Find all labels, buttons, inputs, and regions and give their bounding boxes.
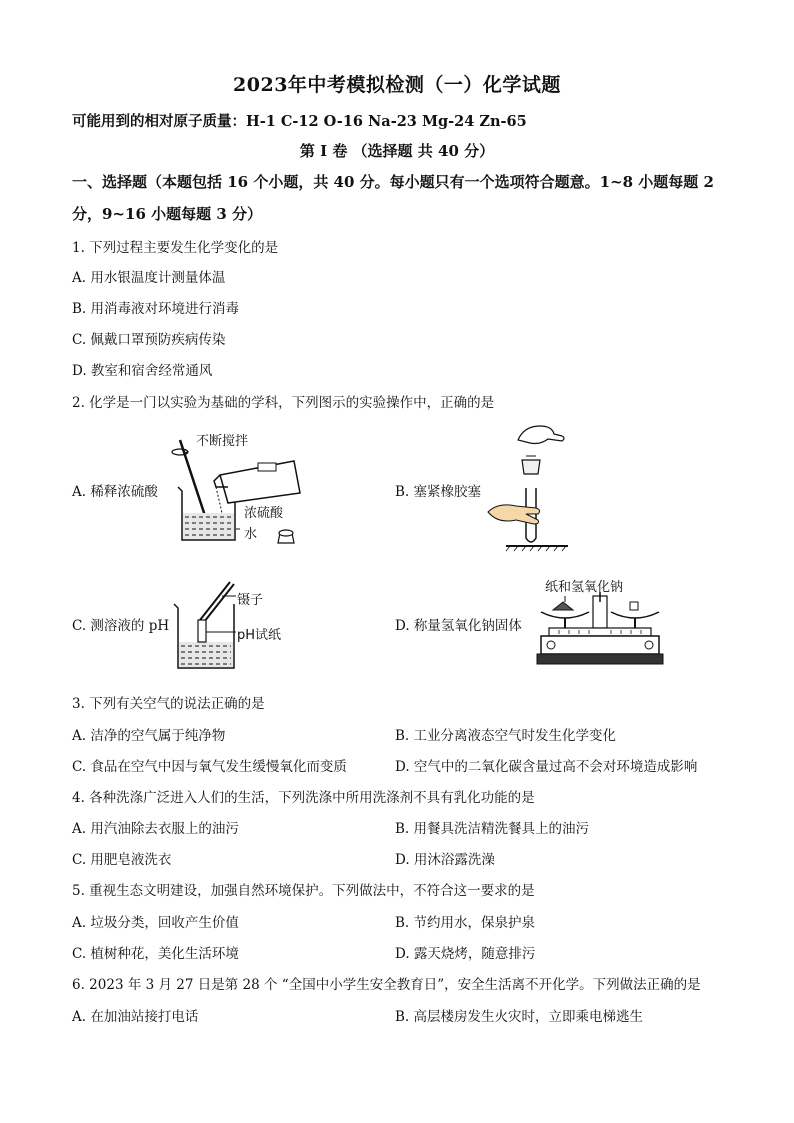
q1-stem: 1. 下列过程主要发生化学变化的是	[72, 240, 279, 256]
label-paper-naoh: 纸和氢氧化钠	[545, 580, 624, 595]
q3-option-c: C. 食品在空气中因与氧气发生缓慢氧化而变质	[72, 759, 347, 775]
q4-stem: 4. 各种洗涤广泛进入人们的生活，下列洗涤中所用洗涤剂不具有乳化功能的是	[72, 790, 535, 806]
atomic-masses: 可能用到的相对原子质量：H-1 C-12 O-16 Na-23 Mg-24 Zn-65	[72, 113, 527, 130]
q1-option-b: B. 用消毒液对环境进行消毒	[72, 301, 240, 317]
q3-stem: 3. 下列有关空气的说法正确的是	[72, 696, 265, 712]
q6-option-b: B. 高层楼房发生火灾时，立即乘电梯逃生	[395, 1009, 644, 1025]
q4-option-d: D. 用沐浴露洗澡	[395, 852, 495, 868]
q1-option-c: C. 佩戴口罩预防疾病传染	[72, 332, 226, 348]
q3-option-d: D. 空气中的二氧化碳含量过高不会对环境造成影响	[395, 759, 698, 775]
label-stir: 不断搅拌	[196, 434, 249, 449]
q4-option-a: A. 用汽油除去衣服上的油污	[72, 821, 239, 837]
exam-title: 2023年中考模拟检测（一）化学试题	[233, 74, 561, 96]
label-tweezers: 镊子	[237, 593, 264, 608]
q2-option-c: C. 测溶液的 pH	[72, 618, 170, 634]
figure-rubber-stopper	[488, 420, 578, 552]
q2-option-a: A. 稀释浓硫酸	[72, 484, 158, 500]
q1-option-a: A. 用水银温度计测量体温	[72, 270, 226, 286]
section-heading-line1: 一、选择题（本题包括 16 个小题，共 40 分。每小题只有一个选项符合题意。1~8 小题每题 2	[72, 173, 714, 191]
q4-option-c: C. 用肥皂液洗衣	[72, 852, 172, 868]
label-conc-acid: 浓硫酸	[244, 506, 284, 521]
figure-balance	[535, 592, 665, 670]
section-heading-line2: 分，9~16 小题每题 3 分）	[72, 205, 262, 223]
q5-stem: 5. 重视生态文明建设，加强自然环境保护。下列做法中，不符合这一要求的是	[72, 883, 535, 899]
q5-option-a: A. 垃圾分类，回收产生价值	[72, 915, 239, 931]
q3-option-a: A. 洁净的空气属于纯净物	[72, 728, 226, 744]
q2-option-b: B. 塞紧橡胶塞	[395, 484, 482, 500]
q4-option-b: B. 用餐具洗洁精洗餐具上的油污	[395, 821, 590, 837]
q6-stem: 6. 2023 年 3 月 27 日是第 28 个 “全国中小学生安全教育日”，安全生活离不开化学。下列做法正确的是	[72, 977, 701, 993]
q5-option-b: B. 节约用水，保泉护泉	[395, 915, 536, 931]
label-water: 水	[244, 527, 258, 542]
q5-option-d: D. 露天烧烤，随意排污	[395, 946, 536, 962]
q3-option-b: B. 工业分离液态空气时发生化学变化	[395, 728, 617, 744]
q6-option-a: A. 在加油站接打电话	[72, 1009, 199, 1025]
label-ph-paper: pH试纸	[237, 628, 282, 643]
volume-heading: 第 I 卷 （选择题 共 40 分）	[299, 142, 495, 160]
q2-option-d: D. 称量氢氧化钠固体	[395, 618, 522, 634]
q1-option-d: D. 教室和宿舍经常通风	[72, 363, 213, 379]
q2-stem: 2. 化学是一门以实验为基础的学科，下列图示的实验操作中，正确的是	[72, 395, 495, 411]
q5-option-c: C. 植树种花，美化生活环境	[72, 946, 239, 962]
